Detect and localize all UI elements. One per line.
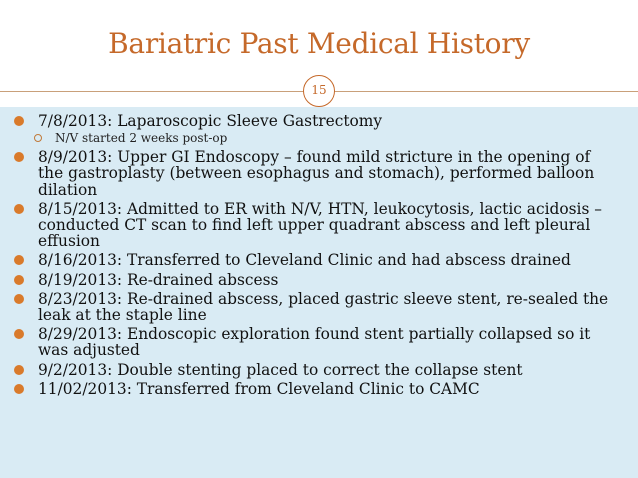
list-item-text: 8/29/2013: Endoscopic exploration found stent partially collapsed so it was adjusted bbox=[38, 325, 591, 360]
bullet-icon bbox=[14, 384, 24, 394]
list-item-text: 8/15/2013: Admitted to ER with N/V, HTN, leukocytosis, lactic acidosis – conducted CT scan to find left upper quadrant abscess and left pleural effusion bbox=[38, 199, 602, 251]
content-panel bbox=[0, 107, 638, 478]
list-item bbox=[0, 149, 638, 198]
sub-bullet-icon bbox=[34, 134, 42, 142]
list-item-text: 8/23/2013: Re-drained abscess, placed gastric sleeve stent, re-sealed the leak at the staple line bbox=[38, 289, 609, 325]
slide-title: Bariatric Past Medical History bbox=[108, 27, 530, 60]
list-item-text: 8/19/2013: Re-drained abscess bbox=[38, 270, 279, 289]
bullet-icon bbox=[14, 329, 24, 339]
list-item-text: 9/2/2013: Double stenting placed to correct the collapse stent bbox=[38, 360, 523, 379]
bullet-icon bbox=[14, 255, 24, 265]
list-item bbox=[0, 201, 638, 250]
list-item bbox=[0, 113, 638, 129]
bullet-list bbox=[0, 113, 638, 397]
sub-list-item-text: N/V started 2 weeks post-op bbox=[55, 131, 228, 146]
page-number-badge: 15 bbox=[303, 75, 335, 107]
bullet-icon bbox=[14, 204, 24, 214]
sub-list-item bbox=[0, 131, 638, 146]
list-item bbox=[0, 381, 638, 397]
bullet-icon bbox=[14, 294, 24, 304]
bullet-icon bbox=[14, 365, 24, 375]
list-item-text: 8/16/2013: Transferred to Cleveland Clinic and had abscess drained bbox=[38, 251, 571, 270]
bullet-icon bbox=[14, 116, 24, 126]
list-item-text: 11/02/2013: Transferred from Cleveland Clinic to CAMC bbox=[38, 379, 480, 398]
list-item bbox=[0, 362, 638, 378]
list-item-text: 8/9/2013: Upper GI Endoscopy – found mild stricture in the opening of the gastroplasty (between esophagus and stomach), performed balloon dilation bbox=[38, 148, 595, 199]
bullet-icon bbox=[14, 152, 24, 162]
list-item bbox=[0, 291, 638, 323]
list-item bbox=[0, 272, 638, 288]
list-item bbox=[0, 326, 638, 358]
list-item bbox=[0, 252, 638, 268]
list-item-text: 7/8/2013: Laparoscopic Sleeve Gastrectomy bbox=[38, 112, 383, 130]
bullet-icon bbox=[14, 275, 24, 285]
